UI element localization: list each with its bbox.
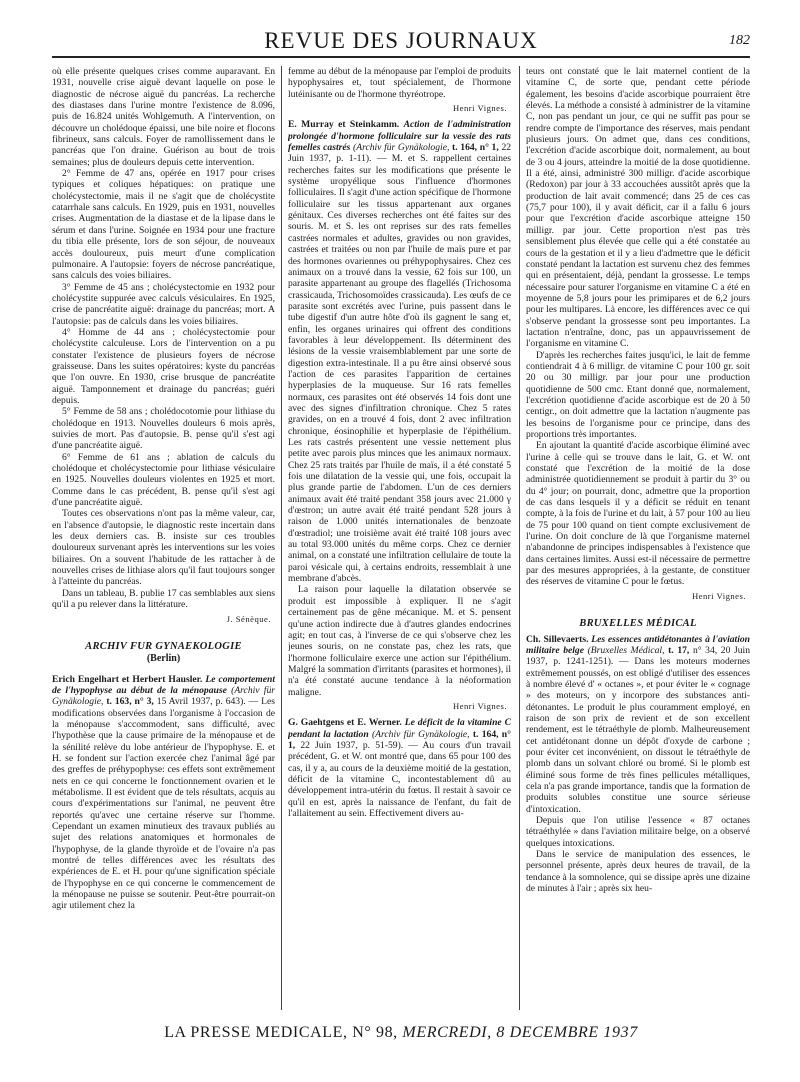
paragraph: En ajoutant la quantité d'acide ascorbique éliminé avec l'urine à celle qui se trouve dans le lait, G. et W. ont constaté que l'excrétion de la moitié de la dose administrée quotidiennement se produit à partir du 3° ou du 4° jour; on pourrait, donc, admettre que la proportion de cas dans lesquels il y a déficit se réduit en tenant compte, à la fois de l'urine et du lait, à 57 pour 100 au lieu de 75 pour 100 quand on tient compte exclusivement de l'urine. On doit conclure de là que l'organisme maternel n'abandonne de principes indispensables à l'existence que dans certaines limites. Aussi est-il nécessaire de permettre par des mesures appropriées, à la gestante, de constituer des réserves de vitamine C pour le fœtus. (526, 440, 750, 588)
paragraph: teurs ont constaté que le lait maternel contient de la vitamine C, de sorte que, pendant cette période également, les besoins d'acide ascorbique pourraient être élevés. La méthode a consisté à administrer de la vitamine C, non pas pendant un jour, ce qui ne suffit pas pour se rendre compte de l'importance des réserves, mais pendant plusieurs jours. On admet que, dans ces conditions, l'excrétion d'acide ascorbique doit, normalement, au bout de 3 ou 4 jours, atteindre la moitié de la dose quotidienne. Il a été, ainsi, administré 300 milligr. d'acide ascorbique (Redoxon) par jour à 33 accouchées aussitôt après que la production de lait avait commencé; dans 25 de ces cas (75,7 pour 100), il y avait déficit, car il a fallu 6 jours pour que l'excrétion d'acide ascorbique atteigne 150 milligr. par jour. Cette proportion n'est pas très sensiblement plus élevée que celle qui a été constatée au cours de la gestation et il y a lieu d'admettre que le déficit constaté pendant la lactation est survenu chez des femmes qui en présentaient, déjà, pendant la grossesse. Le temps nécessaire pour saturer l'organisme en vitamine C a été en moyenne de 5,8 jours pour les primipares et de 6,2 jours pour les multipares. Là encore, les différences avec ce qui s'observe pendant la grossesse sont peu importantes. La lactation n'entraîne, donc, pas un appauvrissement de l'organisme en vitamine C. (526, 66, 750, 350)
paragraph: La raison pour laquelle la dilatation observée se produit est impossible à expliquer. Il ne s'agit certainement pas de gêne mécanique. M. et S. pensent qu'une action indirecte due à d'autres glandes endocrines agit; en tout cas, à l'inverse de ce qui s'observe chez les jeunes souris, on ne constate pas, chez les rats, que l'hormone folliculaire exerce une action sur l'épithélium. Malgré la sommation d'irritants (parasites et hormones), il n'a été constaté aucune tendance à la néoformation maligne. (288, 584, 511, 698)
article-body: M. et S. rappellent certaines recherches faites sur les modifications que présente le système uropyélique sous l'influence d'hormones folliculaires. Il s'agit d'une action spécifique de l'hormone folliculaire sur les tissus appartenant aux organes génitaux. Ces diverses recherches ont été faites sur des souris. M. et S. les ont reprises sur des rats femelles castrées normales et adultes, gravides ou non gravides, castrées et traitées ou non par l'huile de maïs pure et par des hormones ovariennes ou préhypophysaires. Chez ces animaux on a trouvé dans la vessie, 62 fois sur 100, un parasite appartenant au groupe des flagellés (Trichosoma crassicauda, Trichosomoïdes crassicauda). Les œufs de ce parasite sont excrétés avec l'urine, puis passent dans le tube digestif d'un autre hôte d'où ils gagnent le sang et, enfin, les organes urinaires qui offrent des conditions favorables à leur développement. Ils déterminent des lésions de la vessie vraisemblablement par une sorte de digestion extra-intestinale. Il a pu être ainsi observé sous l'action de ces parasites l'apparition de certaines hyperplasies de la muqueuse. Sur 16 rats femelles normaux, ces parasites ont été observés 14 fois dont une avec des signes d'infiltration chronique. Chez 5 rates gravides, on en a trouvé 4 fois, dont 2 avec infiltration chronique, éosinophilie et hyperplasie de l'épithélium. Les rats castrés présentent une vessie nettement plus petite avec parois plus minces que les animaux normaux. Chez 25 rats traités par l'huile de maïs, il a été constaté 5 fois une dilatation de la vessie qui, une fois, occupait la plus grande partie de l'abdomen. L'un de ces derniers animaux avait été traité pendant 358 jours avec 21.000 γ d'œstron; un autre avait été traité pendant 528 jours à raison de 1.000 unités internationales de benzoate d'œstradiol; une troisième avait été traité 108 jours avec au total 93.000 unités du même corps. Chez ce dernier animal, on a constaté une infiltration cellulaire de toute la paroi vésicale qui, à certains endroits, ressemblait à une membrane d'abcès. (288, 153, 511, 585)
section-heading: BRUXELLES MÉDICAL (579, 618, 697, 630)
author-signature: Henri Vignes. (452, 103, 507, 114)
page-number: 182 (729, 33, 750, 48)
column-right (526, 66, 750, 1010)
article-volume: t. 17, (668, 644, 690, 656)
article-source: (Archiv für Gynäkologie, (371, 728, 470, 740)
article-entry (288, 119, 511, 584)
paragraph: 4° Homme de 44 ans ; cholécystectomie pour cholécystite calculeuse. Lors de l'intervention on a pu constater l'existence de plusieurs foyers de nécrose graisseuse. Dans les suites opératoires: kyste du pancréas que l'on ouvre. En 1930, crise brusque de pancréatite aiguë. Tamponnement et drainage du pancréas; guéri depuis. (52, 326, 275, 406)
article-date: 22 Juin 1937, p. 51-59). — (300, 739, 418, 751)
article-entry (526, 634, 750, 816)
footer-date: MERCREDI, 8 DECEMBRE 1937 (402, 1024, 638, 1041)
paragraph: 5° Femme de 58 ans ; cholédocotomie pour lithiase du cholédoque en 1913. Nouvelles douleurs 6 mois après, suivies de mort. Pas d'autopsie. B. pense qu'il s'est agi d'une pancréatite aiguë. (52, 406, 275, 452)
author-signature: Henri Vignes. (691, 590, 746, 601)
article-source: (Archiv für Gynäkologie, (353, 142, 450, 154)
paragraph: Dans le service de manipulation des essences, le personnel présente, après deux heures de travail, de la tendance à la somnolence, qui se dissipe après une dizaine de minutes à l'air ; après six heu- (526, 849, 750, 895)
column-middle (288, 66, 511, 1010)
article-authors: Ch. Sillevaerts. (526, 633, 589, 645)
article-title: Le comportement de l'hypophyse au début de la ménopause (52, 673, 275, 696)
paragraph: femme au début de la ménopause par l'emploi de produits hypophysaires et, tout spécialement, de l'hormone lutéinisante ou de l'hormone thyréotrope. (288, 66, 511, 100)
article-date: 22 Juin 1937, p. 1-11). — (288, 142, 511, 165)
paragraph: Dans un tableau, B. publie 17 cas semblables aux siens qu'il a pu relever dans la littérature. (52, 587, 275, 611)
article-authors: E. Murray et Steinkamm. (288, 119, 400, 131)
article-source: (Bruxelles Médical, (587, 644, 665, 656)
article-source: (Archiv für Gynäkologie, (52, 684, 275, 708)
article-title: Action de l'administration prolongée d'hormone folliculaire sur la vessie des rats femelles castrés (288, 119, 511, 154)
author-signature: Henri Vignes. (452, 700, 507, 711)
section-heading: ARCHIV FUR GYNAEKOLOGIE (85, 640, 242, 652)
article-body: Les modifications observées dans l'organisme à l'occasion de la ménopause s'accommodent, sans difficulté, avec l'hypothèse que la cause primaire de la ménopause et de la sénilité relève du lobe antérieur de l'hypophyse. E. et H. se fondent sur l'action exercée chez l'animal âgé par des greffes de préhypophyse: ces effets sont extrêmement nets en ce qui concerne le fonctionnement ovarien et le métabolisme. Il est évident que de tels résultats, acquis au cours d'expérimentations sur l'animal, ne peuvent être reportés qu'avec une certaine réserve sur l'homme. Cependant un examen minutieux des travaux publiés au sujet des relations anatomiques et hormonales de l'hypophyse, de la glande thyroïde et de l'ovaire n'a pas montré de telles différences avec les résultats des expériences de E. et H. pour qu'une signification spéciale de l'hypophyse en ce qui concerne le commencement de la ménopause ne puisse se soutenir. Peut-être pourrait-on agir utilement chez la (52, 696, 275, 912)
article-volume: t. 163, n° 3, (106, 696, 154, 708)
article-entry (52, 674, 275, 912)
article-columns (52, 66, 750, 1010)
article-volume: t. 164, n° 1, (288, 728, 511, 751)
footer-issue: N° 98, (352, 1024, 398, 1041)
author-signature: J. Sénèque. (226, 613, 271, 624)
column-left (52, 66, 275, 1010)
article-title: Le déficit de la vitamine C pendant la lactation (288, 717, 511, 740)
paragraph: D'après les recherches faites jusqu'ici, le lait de femme contiendrait 4 à 6 milligr. de vitamine C pour 100 gr. soit 20 ou 30 milligr. par jour pour une production quotidienne de 500 cmc. Etant donné que, normalement, l'excrétion quotidienne d'acide ascorbique est de 20 à 50 centigr., on doit admettre que la lactation n'augmente pas les besoins de l'organisme pour ce principe, dans des proportions très importantes. (526, 349, 750, 440)
column-divider (281, 66, 282, 1010)
masthead (52, 26, 750, 58)
page-footer (52, 1024, 750, 1042)
article-authors: Erich Engelhart et Herbert Hausler. (52, 673, 203, 685)
page-title: REVUE DES JOURNAUX (264, 28, 538, 53)
paragraph: 3° Femme de 45 ans ; cholécystectomie en 1932 pour cholécystite suppurée avec calculs vésiculaires. En 1925, crise de pancréatite aiguë: drainage du pancréas; mort. A l'autopsie: pas de calculs dans les voies biliaires. (52, 281, 275, 327)
section-subheading: (Berlin) (146, 653, 181, 665)
paragraph: 6° Femme de 61 ans ; ablation de calculs du cholédoque et cholécystectomie pour lithiase vésiculaire en 1925. Nouvelles douleurs violentes en 1925 et mort. Comme dans le cas précédent, B. pense qu'il s'est agi d'une pancréatite aiguë. (52, 451, 275, 509)
article-entry (288, 717, 511, 819)
paragraph: 2° Femme de 47 ans, opérée en 1917 pour crises typiques et coliques hépatiques: on pratique une cholécystectomie, mais il ne s'agit que de cholécystite catarrhale sans calculs. En 1929, puis en 1931, nouvelles crises. Augmentation de la diastase et de la lipase dans le sérum et dans l'urine. Soignée en 1934 pour une fracture du tibia elle présente, lors de son séjour, de nouveaux accès douloureux, puis meurt d'une complication pulmonaire. A l'autopsie: foyers de nécrose pancréatique, sans calculs des voies biliaires. (52, 168, 275, 282)
article-date: 15 Avril 1937, p. 643). — (156, 696, 259, 708)
paragraph: Depuis que l'on utilise l'essence « 87 octanes tétraéthylée » dans l'aviation militaire belge, on a observé quelques intoxications. (526, 815, 750, 849)
column-divider (519, 66, 520, 1010)
article-title: Les essences antidétonantes à l'aviation militaire belge (526, 633, 750, 656)
journal-page (52, 26, 750, 1056)
article-date: n° 34, 20 Juin 1937, p. 1241-1251). — (526, 644, 750, 668)
article-authors: G. Gaehtgens et E. Werner. (288, 717, 402, 729)
article-volume: t. 164, n° 1, (452, 142, 499, 154)
paragraph: Toutes ces observations n'ont pas la même valeur, car, en l'absence d'autopsie, le diagnostic reste incertain dans les deux derniers cas. B. insiste sur ces troubles douloureux survenant après les interventions sur les voies biliaires. On a souvent l'habitude de les rattacher à de nouvelles crises de lithiase alors qu'il faut toujours songer à l'atteinte du pancréas. (52, 508, 275, 588)
article-body: Au cours d'un travail précédent, G. et W. ont montré que, dans 65 pour 100 des cas, il y a, au cours de la deuxième moitié de la gestation, déficit de la vitamine C, incontestablement dû au développement intra-utérin du fœtus. Il restait à savoir ce qu'il en est, après la naissance de l'enfant, du fait de l'allaitement au sein. Effectivement divers au- (288, 739, 511, 819)
paragraph: où elle présente quelques crises comme auparavant. En 1931, nouvelle crise aiguë devant laquelle on pose le diagnostic de nécrose aiguë du pancréas. La recherche des diastases dans l'urine montre l'existence de 8.096, puis de 16.824 unités Wohlgemuth. A l'intervention, on découvre un cholédoque épaissi, une bile noire et flocons fibrineux, sans calculs. Foyer de ramollissement dans le pancréas que l'on draine. Guérison au bout de trois semaines; plus de douleurs depuis cette intervention. (52, 66, 275, 168)
article-body: Dans les moteurs modernes extrêmement poussés, on est obligé d'utiliser des essences à nombre élevé d' « octanes », et pour éviter le « cognage » des moteurs, on y incorpore des substances anti-détonantes. Le produit le plus couramment employé, en raison de son prix de revient et de son excellent rendement, est le tétraéthyle de plomb. Malheureusement cet antidétonant donne un dépôt d'oxyde de carbone ; pour éviter cet inconvénient, on dissout le tétraéthyle de plomb dans un solvant chloré ou bromé. Si le plomb est éliminé sous forme de très fines pellicules métalliques, cela n'a pas grande importance, tandis que la formation de produits solubles constitue une source sérieuse d'intoxication. (526, 656, 750, 815)
footer-journal: LA PRESSE MEDICALE, (164, 1024, 348, 1041)
